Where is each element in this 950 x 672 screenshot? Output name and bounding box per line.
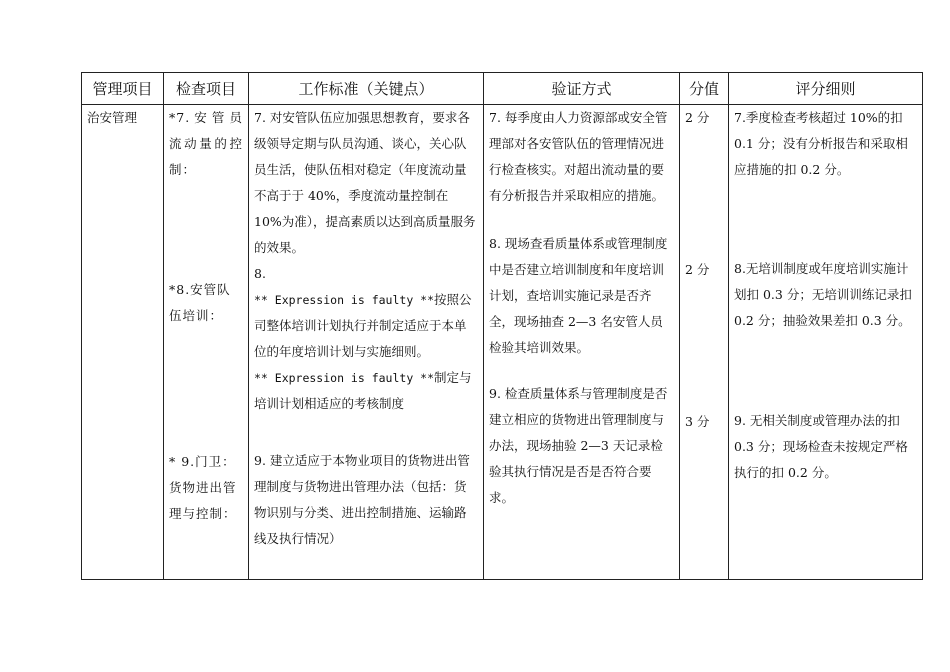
header-scoring-detail: 评分细则 (729, 73, 923, 105)
header-work-standard: 工作标准（关键点） (249, 73, 484, 105)
verify-8: 8. 现场查看质量体系或管理制度中是否建立培训制度和年度培训计划，查培训实施记录是否齐全，现场抽查 2—3 名安管人员检验其培训效果。 (489, 236, 668, 355)
assessment-table (81, 72, 923, 580)
score-9: 3 分 (685, 414, 710, 429)
header-score: 分值 (680, 73, 729, 105)
scoring-detail-cell (729, 105, 923, 580)
score-8: 2 分 (685, 262, 710, 277)
score-cell (680, 105, 729, 580)
header-management-item: 管理项目 (82, 73, 164, 105)
check-item-9: * 9.门卫：货物进出管理与控制： (169, 454, 237, 521)
check-item-8: *8.安管队伍培训： (169, 282, 231, 323)
standard-8-text-2: 制定与培训计划相适应的考核制度 (254, 370, 472, 411)
table-row (82, 105, 923, 580)
score-7: 2 分 (685, 110, 710, 125)
standard-7: 7. 对安管队伍应加强思想教育，要求各级领导定期与队员沟通、谈心，关心队员生活，使队伍相对稳定（年度流动量不高于于 40%，季度流动量控制在 10%为准），提高素质以达到高质量服务的效果。 (254, 110, 476, 255)
check-item-7: *7.安管员流动量的控制： (169, 110, 243, 177)
standard-8-error-1: ** Expression is faulty ** (254, 293, 435, 307)
standard-8-text-1: 按照公司整体培训计划执行并制定适应于本单位的年度培训计划与实施细则。 (254, 292, 472, 359)
header-check-item: 检查项目 (164, 73, 249, 105)
standard-8-error-2: ** Expression is faulty ** (254, 371, 435, 385)
detail-9: 9. 无相关制度或管理办法的扣 0.3 分；现场检查未按规定严格执行的扣 0.2 分。 (734, 413, 908, 480)
standard-8 (254, 261, 478, 417)
verify-9: 9. 检查质量体系与管理制度是否建立相应的货物进出管理制度与办法，现场抽验 2—3 天记录检验其执行情况是否是否符合要求。 (489, 386, 668, 505)
verification-cell (484, 105, 680, 580)
table-header-row (82, 73, 923, 105)
header-verification: 验证方式 (484, 73, 680, 105)
standard-8-number: 8. (254, 266, 266, 281)
work-standards-cell (249, 105, 484, 580)
detail-7: 7.季度检查考核超过 10%的扣 0.1 分；没有分析报告和采取相应措施的扣 0.2 分。 (734, 110, 908, 177)
category-label: 治安管理 (87, 110, 138, 125)
verify-7: 7. 每季度由人力资源部或安全管理部对各安管队伍的管理情况进行检查核实。对超出流动量的要有分析报告并采取相应的措施。 (489, 110, 668, 203)
category-cell (82, 105, 164, 580)
check-items-cell (164, 105, 249, 580)
detail-8: 8.无培训制度或年度培训实施计划扣 0.3 分；无培训训练记录扣 0.2 分；抽验效果差扣 0.3 分。 (734, 261, 912, 328)
standard-9: 9. 建立适应于本物业项目的货物进出管理制度与货物进出管理办法（包括：货物识别与分类、进出控制措施、运输路线及执行情况） (254, 453, 470, 546)
